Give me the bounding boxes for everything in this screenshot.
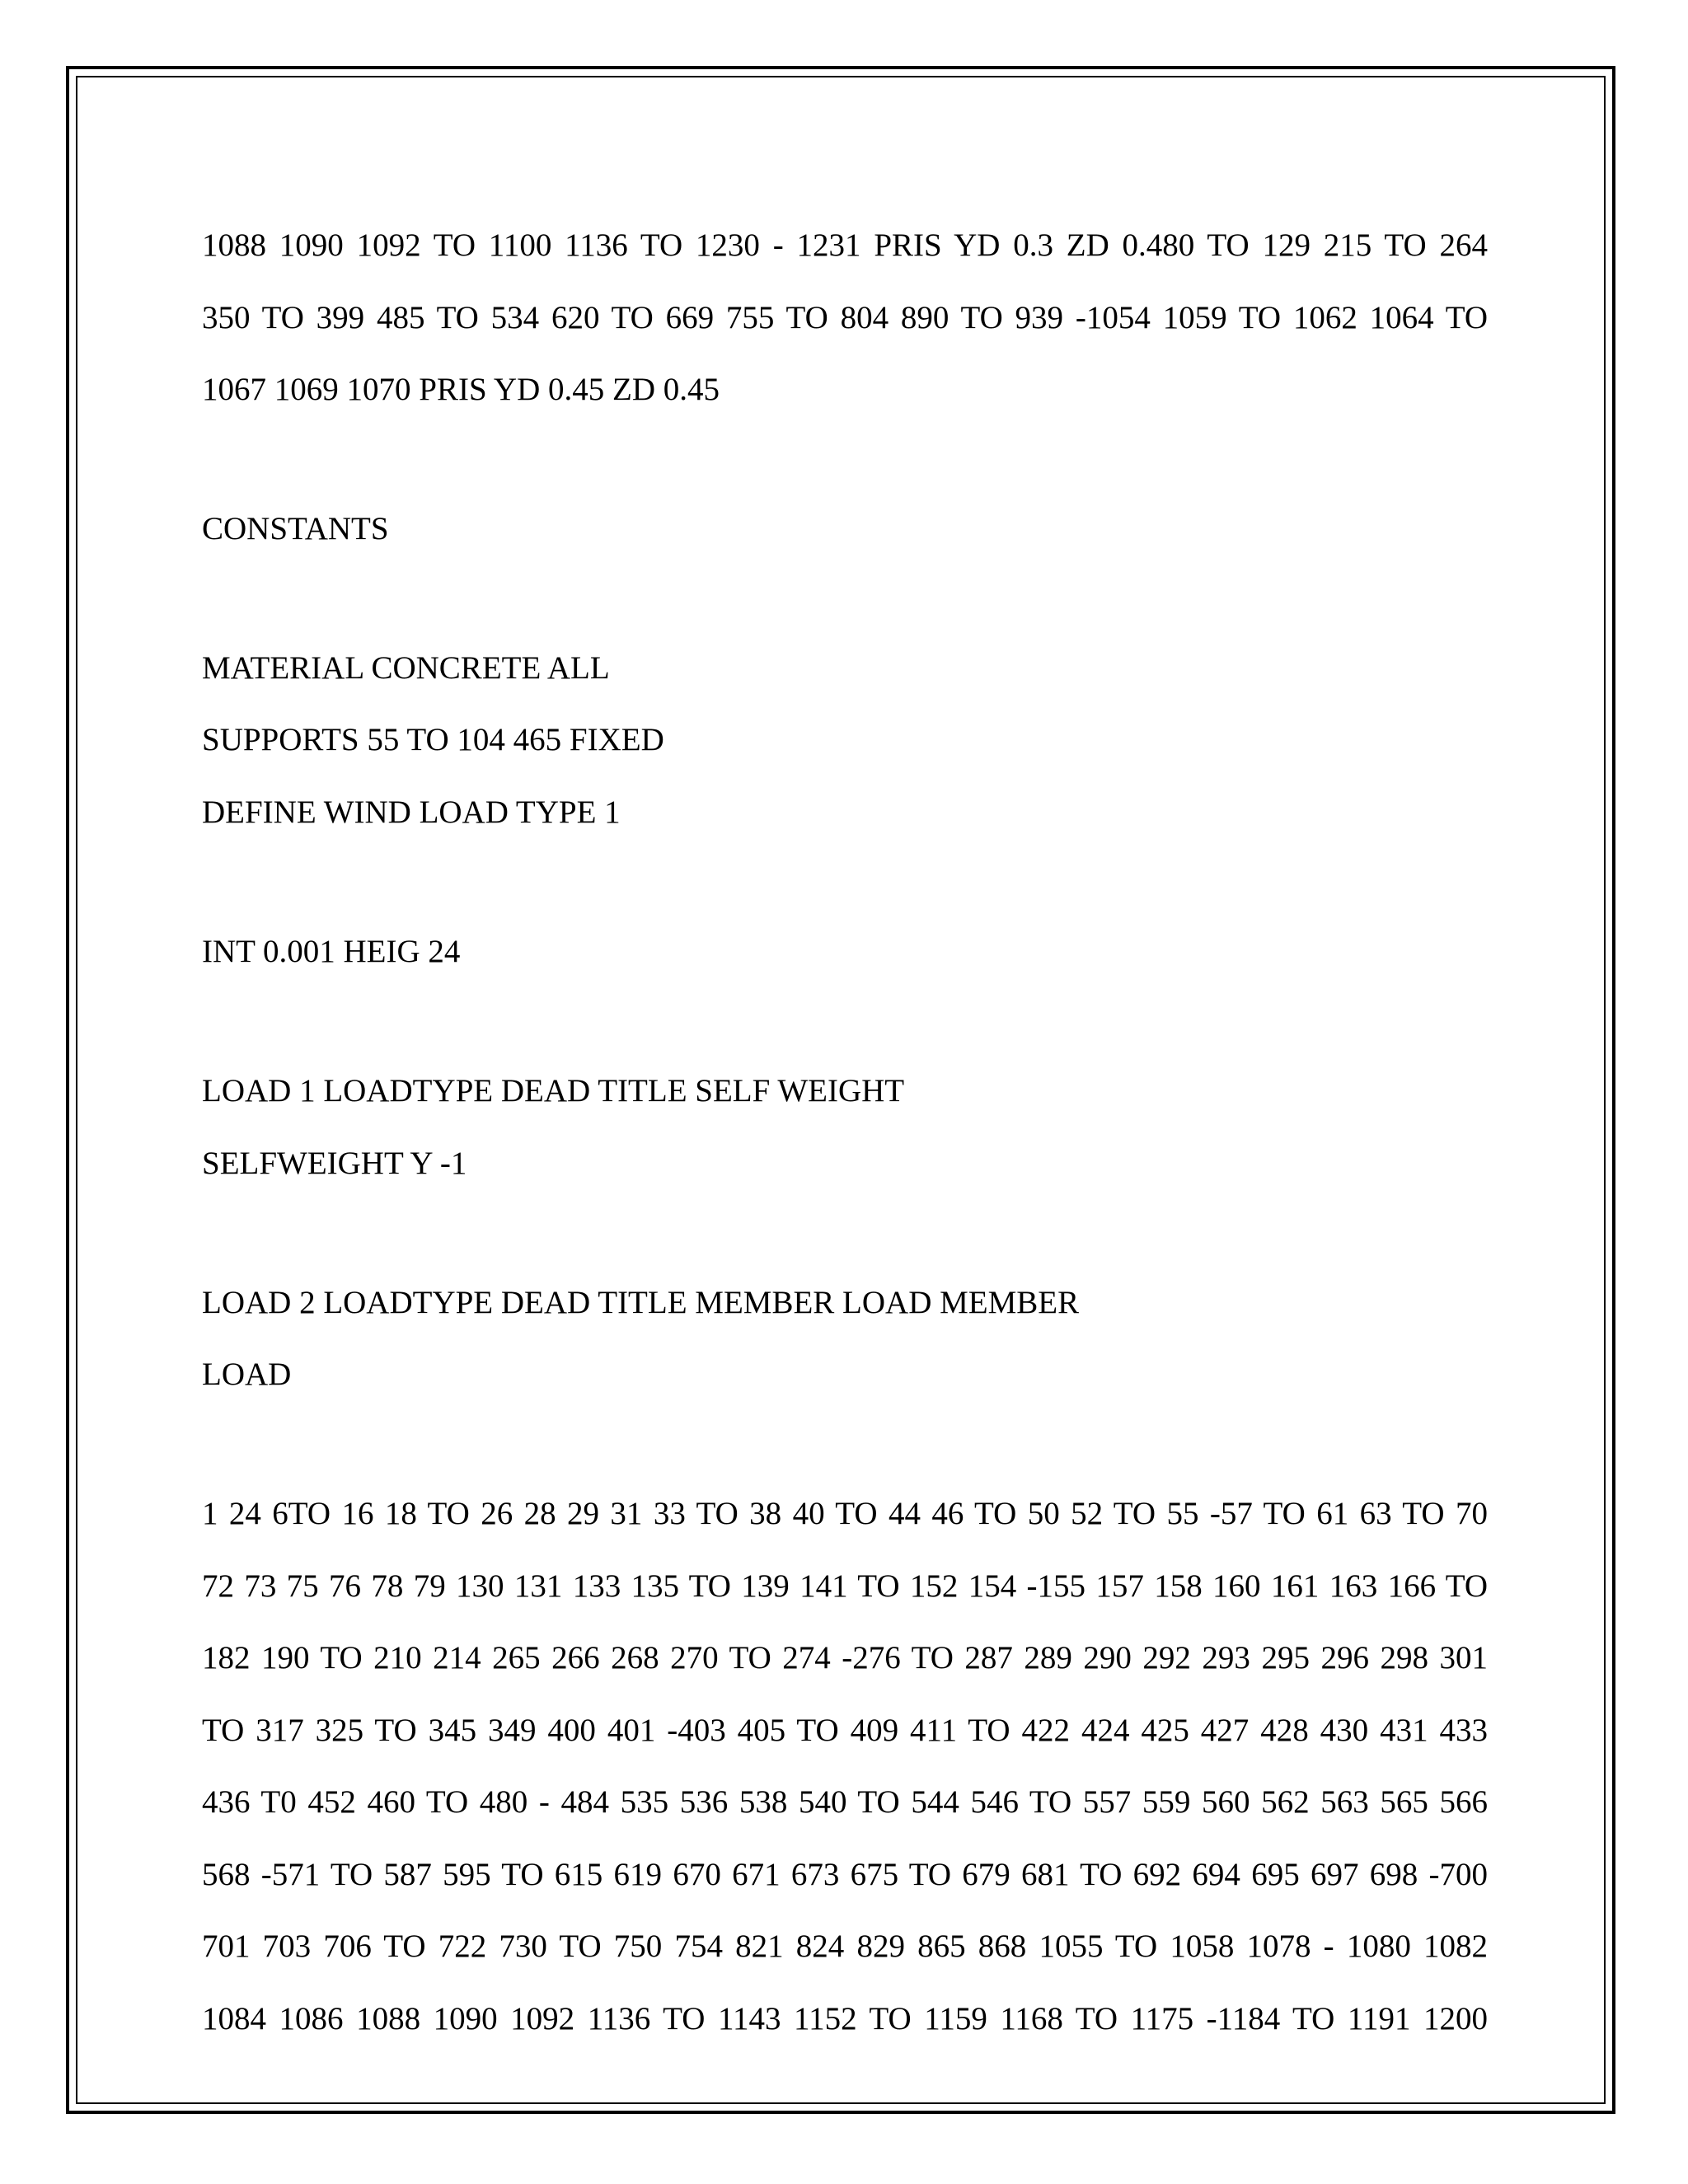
text-line: 72 73 75 76 78 79 130 131 133 135 TO 139 141 TO 152 154 -155 157 158 160 161 163 166 TO — [202, 1568, 1488, 1604]
text-line: MATERIAL CONCRETE ALL — [202, 650, 610, 686]
text-line: DEFINE WIND LOAD TYPE 1 — [202, 794, 621, 830]
section-heading-constants: CONSTANTS — [202, 511, 389, 546]
text-line: 1 24 6TO 16 18 TO 26 28 29 31 33 TO 38 40 TO 44 46 TO 50 52 TO 55 -57 TO 61 63 TO 70 — [202, 1496, 1488, 1531]
text-line: SELFWEIGHT Y -1 — [202, 1146, 467, 1181]
text-line: 350 TO 399 485 TO 534 620 TO 669 755 TO 804 890 TO 939 -1054 1059 TO 1062 1064 TO — [202, 300, 1488, 335]
text-line: 182 190 TO 210 214 265 266 268 270 TO 274 -276 TO 287 289 290 292 293 295 296 298 301 — [202, 1640, 1488, 1675]
text-line: 1084 1086 1088 1090 1092 1136 TO 1143 1152 TO 1159 1168 TO 1175 -1184 TO 1191 1200 — [202, 2001, 1488, 2036]
text-line: TO 317 325 TO 345 349 400 401 -403 405 TO 409 411 TO 422 424 425 427 428 430 431 433 — [202, 1713, 1488, 1748]
text-line: INT 0.001 HEIG 24 — [202, 934, 461, 969]
text-line: 1067 1069 1070 PRIS YD 0.45 ZD 0.45 — [202, 372, 720, 407]
text-line: LOAD — [202, 1357, 292, 1392]
text-line: 701 703 706 TO 722 730 TO 750 754 821 824 829 865 868 1055 TO 1058 1078 - 1080 1082 — [202, 1929, 1488, 1964]
text-line: 568 -571 TO 587 595 TO 615 619 670 671 673 675 TO 679 681 TO 692 694 695 697 698 -700 — [202, 1857, 1488, 1892]
text-line: LOAD 2 LOADTYPE DEAD TITLE MEMBER LOAD MEMBER — [202, 1285, 1080, 1320]
text-line: LOAD 1 LOADTYPE DEAD TITLE SELF WEIGHT — [202, 1073, 905, 1108]
text-line: 436 T0 452 460 TO 480 - 484 535 536 538 540 TO 544 546 TO 557 559 560 562 563 565 566 — [202, 1784, 1488, 1820]
text-line: SUPPORTS 55 TO 104 465 FIXED — [202, 722, 664, 757]
text-line: 1088 1090 1092 TO 1100 1136 TO 1230 - 1231 PRIS YD 0.3 ZD 0.480 TO 129 215 TO 264 — [202, 227, 1488, 263]
